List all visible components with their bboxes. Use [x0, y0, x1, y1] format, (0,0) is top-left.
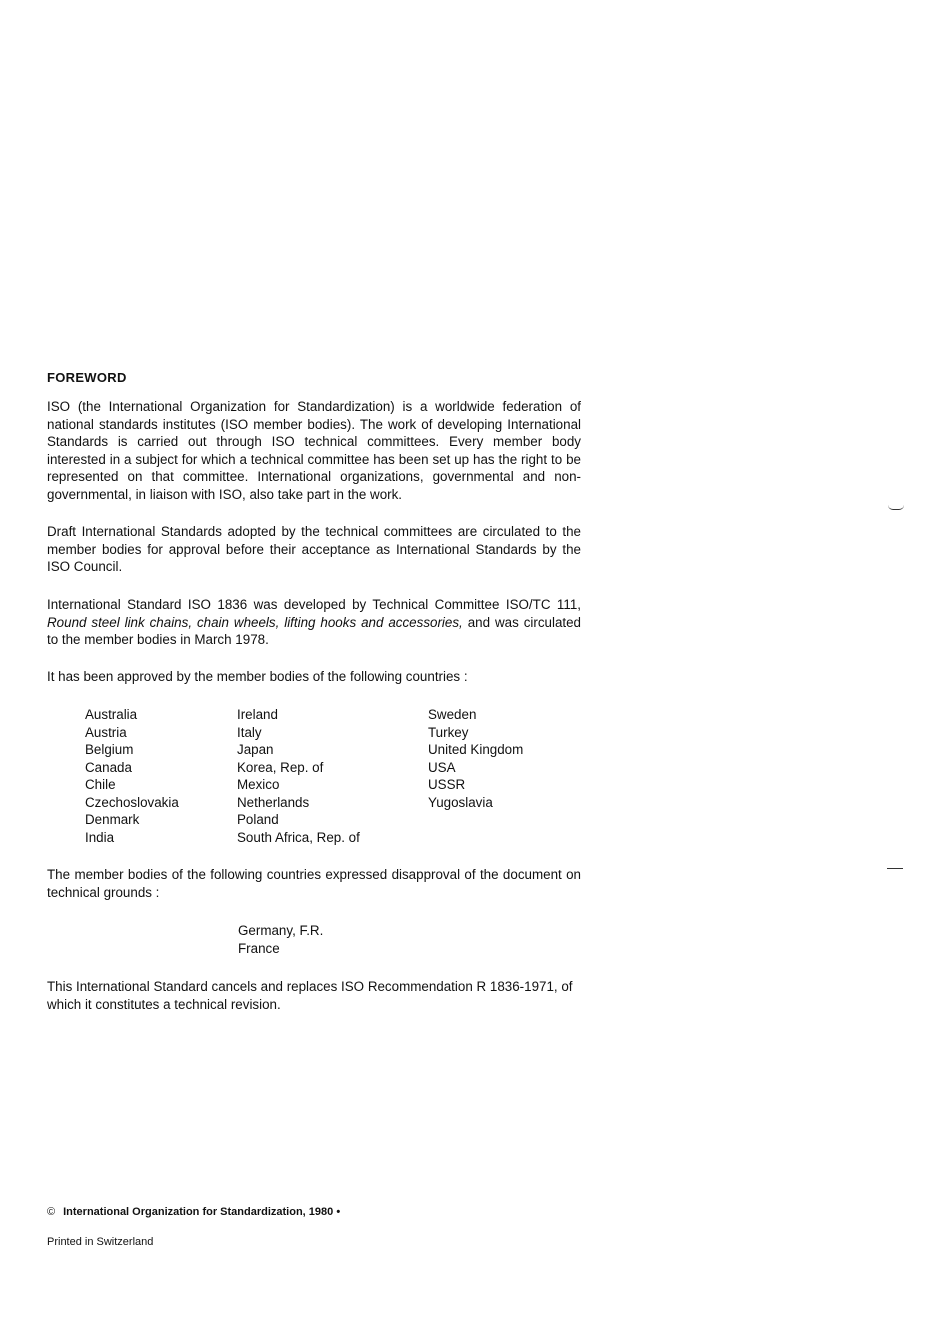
- copyright-notice: [47, 1206, 340, 1218]
- country-name: India: [85, 829, 115, 845]
- copyright-symbol: ©: [47, 1206, 56, 1218]
- scan-margin-mark: [888, 505, 904, 510]
- foreword-paragraph-4: It has been approved by the member bodies of the following countries :: [47, 669, 468, 684]
- foreword-paragraph-2: Draft International Standards adopted by the technical committees are circulated to the member bodies for approval before their acceptance as International Standards by the ISO Council.: [47, 524, 581, 574]
- country-name: Denmark: [85, 812, 140, 827]
- country-name: USA: [428, 759, 456, 775]
- paragraph-3-text-start: International Standard ISO 1836 was developed by Technical Committee ISO/TC 111,: [47, 597, 581, 612]
- country-name: Turkey: [428, 724, 469, 740]
- country-name: Sweden: [428, 707, 477, 722]
- country-name: South Africa, Rep. of: [237, 829, 360, 845]
- committee-title: Round steel link chains, chain wheels, lifting hooks and accessories,: [47, 614, 463, 630]
- country-name: France: [238, 940, 280, 956]
- foreword-paragraph-5: The member bodies of the following countries expressed disapproval of the document on technical grounds :: [47, 867, 581, 900]
- country-name: Poland: [237, 812, 279, 827]
- copyright-text: International Organization for Standardization, 1980 •: [63, 1206, 341, 1218]
- approving-countries-column-1: [85, 706, 179, 846]
- printed-location: Printed in Switzerland: [47, 1236, 154, 1248]
- scan-margin-mark: [887, 866, 903, 869]
- foreword-paragraph-6: This International Standard cancels and replaces ISO Recommendation R 1836-1971, of which it constitutes a technical revision.: [47, 979, 573, 1012]
- country-name: Italy: [237, 724, 262, 740]
- foreword-paragraph-1: ISO (the International Organization for Standardization) is a worldwide federation of national standards institutes (ISO member bodies). The work of developing International Standards is carried out through ISO technical committees. Every member body interested in a subject for which a technical committee has been set up has the right to be represented on that committee. International organizations, governmental and non-governmental, in liaison with ISO, also take part in the work.: [47, 399, 581, 502]
- foreword-heading: FOREWORD: [47, 370, 127, 385]
- country-name: Belgium: [85, 742, 134, 757]
- country-name: Australia: [85, 707, 138, 722]
- country-name: United Kingdom: [428, 742, 524, 757]
- country-name: Korea, Rep. of: [237, 759, 324, 775]
- country-name: Mexico: [237, 777, 280, 792]
- country-name: Chile: [85, 777, 116, 792]
- country-name: USSR: [428, 777, 466, 792]
- country-name: Canada: [85, 759, 132, 775]
- country-name: Czechoslovakia: [85, 794, 179, 810]
- country-name: Japan: [237, 742, 274, 757]
- country-name: Ireland: [237, 707, 278, 722]
- approving-countries-column-2: [237, 706, 360, 846]
- disapproving-countries-list: [238, 922, 323, 957]
- country-name: Germany, F.R.: [238, 923, 324, 938]
- paragraph-3-text-end: and was circulated to the member bodies in March 1978.: [47, 614, 582, 647]
- country-name: Netherlands: [237, 794, 310, 810]
- foreword-paragraph-3: [47, 596, 581, 649]
- country-name: Yugoslavia: [428, 794, 493, 810]
- country-name: Austria: [85, 724, 127, 740]
- approving-countries-column-3: [428, 706, 523, 811]
